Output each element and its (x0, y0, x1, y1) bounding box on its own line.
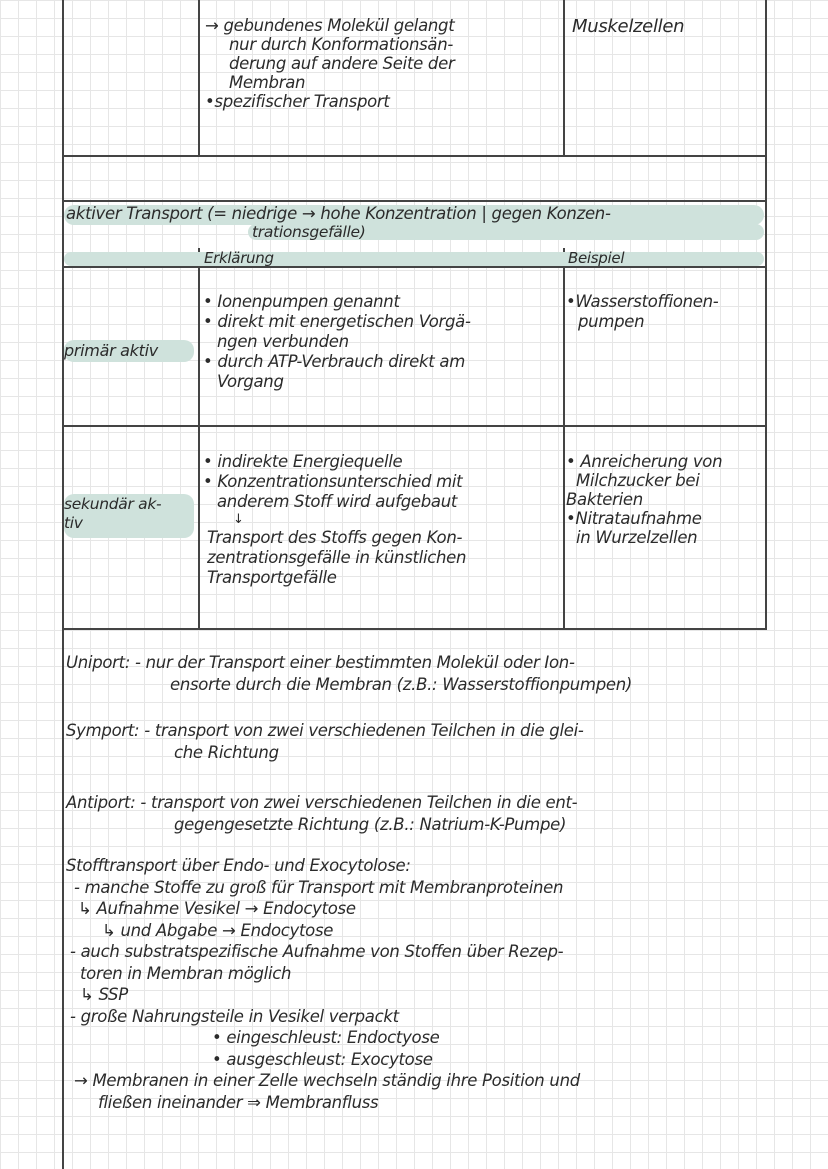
text-line: pumpen (578, 312, 645, 331)
text-line: nur durch Konformationsän- (229, 35, 454, 54)
text-line: • durch ATP-Verbrauch direkt am (203, 352, 465, 371)
col-divider-1 (198, 248, 200, 630)
text-line: - auch substratspezifische Aufnahme von Stoffen über Rezep- (70, 942, 564, 961)
text-line: Stofftransport über Endo- und Exocytolose: (66, 856, 411, 875)
text-line: tiv (64, 514, 83, 532)
text-line: ↳ SSP (80, 985, 128, 1004)
col-divider-2 (563, 248, 565, 630)
row-divider (62, 155, 766, 157)
text-line: Transport des Stoffs gegen Kon- (207, 528, 463, 547)
secondary-active-explanation (203, 452, 466, 588)
text-line: • Konzentrationsunterschied mit (203, 472, 463, 491)
text-line: ngen verbunden (217, 332, 349, 351)
text-line: in Wurzelzellen (576, 528, 698, 547)
text-line: •Wasserstoffionen- (566, 292, 719, 311)
secondary-active-example (566, 452, 722, 547)
row-divider (62, 628, 766, 630)
text-line: • Ionenpumpen genannt (203, 292, 400, 311)
text-line: Milchzucker bei (576, 471, 700, 490)
column-header-example: Beispiel (568, 249, 625, 267)
row-divider (62, 200, 766, 202)
row-label-secondary-active (64, 495, 161, 533)
top-row-example: Muskelzellen (572, 16, 685, 37)
active-transport-heading: aktiver Transport (= niedrige → hohe Konzentration | gegen Konzen- (66, 204, 611, 223)
row-divider (62, 266, 766, 268)
text-line: Transportgefälle (207, 568, 337, 587)
col-divider-2 (563, 0, 565, 155)
text-line: Antiport: - transport von zwei verschiedenen Teilchen in die ent- (66, 793, 578, 812)
text-line: Bakterien (566, 490, 643, 509)
text-line: → gebundenes Molekül gelangt (205, 16, 455, 35)
text-line: ↳ und Abgabe → Endocytose (102, 920, 334, 940)
text-line: • ausgeschleust: Exocytose (212, 1049, 433, 1069)
header-row-highlight (64, 252, 764, 266)
table-right-border (765, 0, 767, 630)
text-line: toren in Membran möglich (80, 963, 292, 983)
text-line: - manche Stoffe zu groß für Transport mit Membranproteinen (74, 877, 564, 897)
text-line: che Richtung (174, 743, 279, 762)
down-arrow: ↓ (233, 512, 244, 527)
text-line: Uniport: - nur der Transport einer bestimmten Molekül oder Ion- (66, 653, 575, 672)
text-line: ensorte durch die Membran (z.B.: Wasserstoffionpumpen) (170, 675, 633, 694)
text-line: Symport: - transport von zwei verschiedenen Teilchen in die glei- (66, 721, 584, 740)
text-line: • direkt mit energetischen Vorgä- (203, 312, 471, 331)
primary-active-example (566, 292, 718, 332)
text-line: • eingeschleust: Endoctyose (212, 1028, 440, 1047)
text-line: anderem Stoff wird aufgebaut (217, 492, 458, 511)
text-line: derung auf andere Seite der (229, 54, 455, 73)
text-line: sekundär ak- (64, 495, 162, 513)
uniport-note (66, 652, 632, 696)
endo-exo-note (66, 855, 580, 1113)
primary-active-explanation (203, 292, 471, 392)
text-line: ↳ Aufnahme Vesikel → Endocytose (78, 899, 356, 918)
text-line: Membran (229, 73, 306, 92)
active-transport-heading-cont: trationsgefälle) (252, 223, 366, 241)
table-left-border (62, 0, 64, 1169)
top-row-explanation (205, 16, 454, 111)
text-line: •spezifischer Transport (205, 92, 390, 111)
text-line: • indirekte Energiequelle (203, 452, 403, 471)
symport-note (66, 720, 584, 764)
text-line: Vorgang (217, 372, 284, 391)
text-line: •Nitrataufnahme (566, 509, 702, 528)
text-line: • Anreicherung von (566, 452, 723, 471)
row-divider (62, 425, 766, 427)
column-header-explanation: Erklärung (204, 249, 274, 267)
text-line: → Membranen in einer Zelle wechseln ständig ihre Position und (74, 1071, 580, 1090)
antiport-note (66, 792, 577, 836)
text-line: fließen ineinander ⇒ Membranfluss (98, 1092, 379, 1112)
text-line: gegengesetzte Richtung (z.B.: Natrium-K-Pumpe) (174, 815, 567, 834)
text-line: zentrationsgefälle in künstlichen (207, 548, 467, 567)
row-label-primary-active: primär aktiv (64, 341, 158, 360)
col-divider-1 (198, 0, 200, 155)
text-line: - große Nahrungsteile in Vesikel verpackt (70, 1006, 399, 1026)
